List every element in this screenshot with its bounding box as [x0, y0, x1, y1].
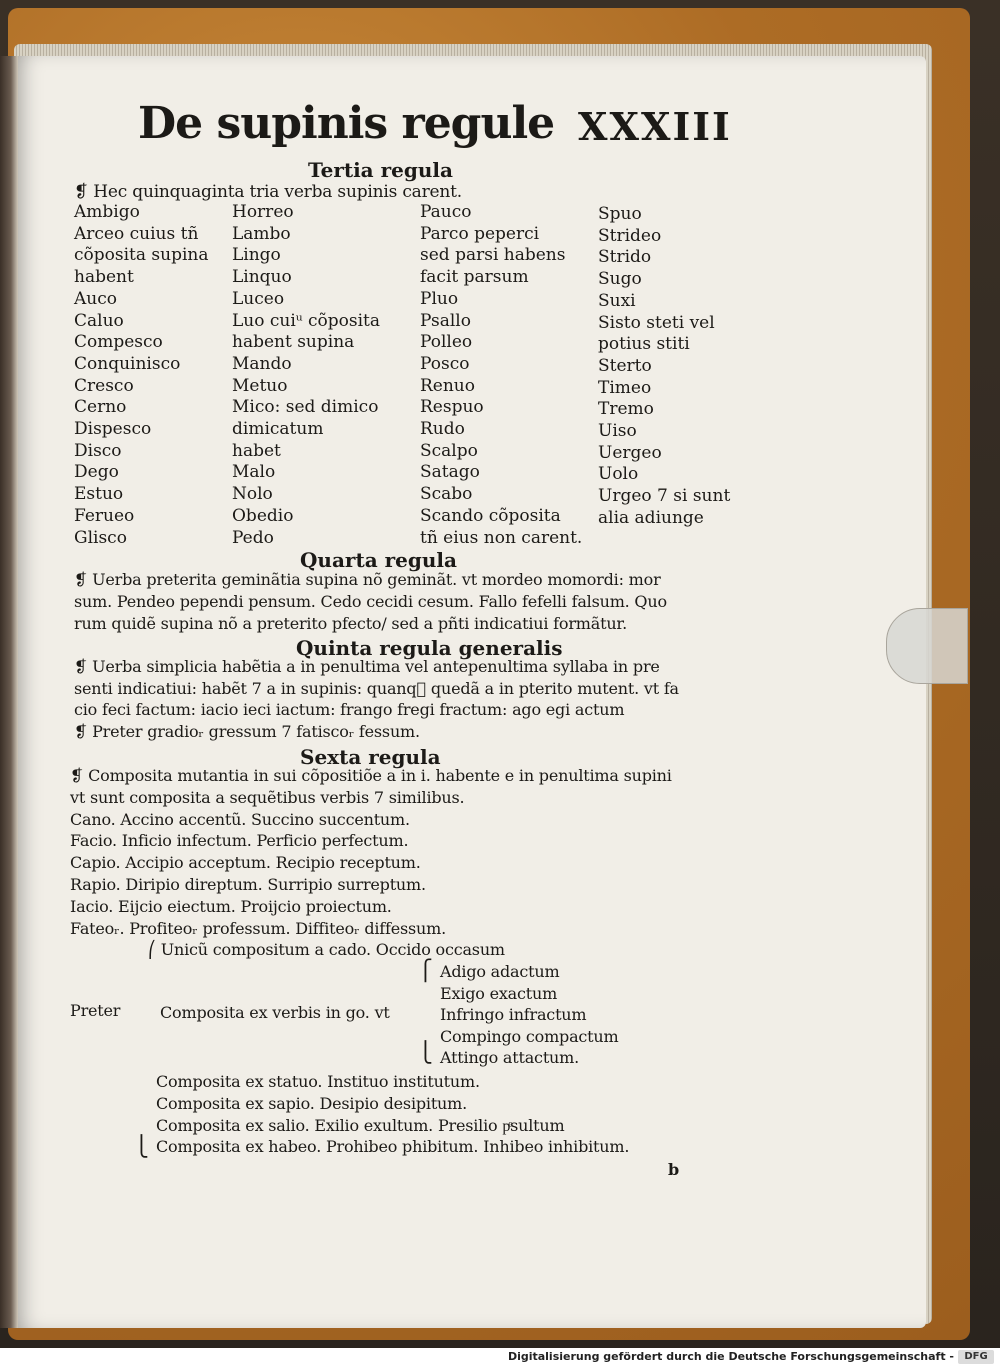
list-item	[598, 464, 638, 484]
quarta-line-text: rum quidẽ supina nõ a preterito pfecto/ sed a pñti indicatiui formãtur.	[74, 614, 628, 633]
go-item-text: Adigo adactum	[440, 962, 560, 981]
list-item-text: Disco	[74, 440, 122, 461]
list-item	[74, 376, 134, 396]
list-item	[420, 224, 539, 244]
tail-line	[156, 1072, 480, 1091]
list-item-text: Luo cuiᵘ cõposita	[232, 310, 380, 331]
list-item-text: alia adiunge	[598, 507, 704, 528]
quarta-line	[74, 614, 627, 633]
sexta-line-text: Composita mutantia in sui cõpositiõe a in i. habente e in penultima supini	[88, 766, 672, 785]
clip-tab	[886, 608, 968, 684]
list-item-text: Sugo	[598, 269, 642, 290]
paragraph-mark-icon: ❡	[74, 570, 93, 589]
list-item	[420, 289, 458, 309]
list-item	[598, 334, 690, 354]
list-item-text: Respuo	[420, 397, 484, 418]
sexta-line	[70, 831, 408, 850]
list-item	[74, 289, 117, 309]
quarta-title: Quarta regula	[300, 548, 457, 572]
list-item	[598, 291, 636, 311]
list-item-text: Uergeo	[598, 442, 662, 463]
list-item	[420, 397, 484, 417]
unicum-text: Unicũ compositum a cado. Occido occasum	[160, 940, 505, 959]
list-item	[420, 354, 469, 374]
list-item	[74, 311, 124, 331]
list-item	[232, 397, 378, 417]
list-item	[74, 506, 134, 526]
list-item-text: Strideo	[598, 225, 662, 246]
brace-top: ⎧	[418, 958, 433, 982]
paragraph-mark-icon: ❡	[74, 657, 93, 676]
list-item-text: Scalpo	[420, 440, 478, 461]
list-item	[232, 267, 292, 287]
paragraph-mark-icon: ❡	[74, 721, 93, 741]
list-item	[74, 267, 134, 287]
list-item	[420, 462, 480, 482]
list-item	[74, 441, 122, 461]
page-gutter	[0, 56, 18, 1328]
tail-line	[156, 1116, 564, 1136]
list-item	[598, 399, 654, 419]
list-item	[232, 332, 354, 352]
go-item	[440, 962, 559, 981]
list-item-text: Mando	[232, 353, 292, 374]
tertia-title: Tertia regula	[308, 158, 453, 182]
list-item-text: tñ eius non carent.	[420, 527, 583, 548]
list-item-text: Conquinisco	[74, 353, 181, 374]
list-item	[598, 226, 661, 246]
list-item-text: Dego	[74, 462, 119, 483]
list-item	[74, 528, 127, 548]
list-item	[74, 245, 208, 265]
list-item	[598, 313, 715, 333]
list-item	[232, 462, 275, 482]
sexta-line-text: Facio. Inficio infectum. Perficio perfectum.	[70, 831, 409, 851]
quarta-line-text: Uerba preterita geminãtia supina nõ geminãt. vt mordeo momordi: mor	[92, 570, 661, 589]
list-item	[232, 289, 284, 309]
sexta-line-text: Rapio. Diripio direptum. Surripio surreptum.	[70, 875, 426, 894]
list-item-text: Cresco	[74, 375, 134, 396]
list-item-text: Timeo	[598, 377, 652, 398]
footer-bar	[0, 1348, 1000, 1367]
list-item	[598, 508, 704, 528]
list-item-text: Auco	[74, 288, 117, 309]
folio-number: XXXIII	[578, 104, 732, 149]
list-item-text: Ambigo	[74, 202, 140, 222]
list-item	[598, 378, 651, 398]
list-item	[232, 202, 294, 222]
tail-line	[156, 1137, 629, 1156]
list-item-text: Metuo	[232, 375, 288, 396]
sexta-line	[70, 788, 464, 807]
go-item	[440, 1027, 619, 1046]
list-item-text: Luceo	[232, 288, 285, 309]
list-item-text: habent supina	[232, 332, 355, 353]
tertia-intro-text: Hec quinquaginta tria verba supinis carent.	[93, 182, 462, 202]
list-item-text: Pluo	[420, 288, 459, 309]
sexta-line	[70, 919, 446, 938]
quinta-line-text: Preter gradioᵣ gressum 7 fatiscoᵣ fessum.	[92, 721, 420, 741]
sexta-line	[70, 810, 410, 829]
list-item	[420, 267, 529, 287]
quinta-line	[74, 657, 660, 676]
sexta-line-text: vt sunt composita a sequẽtibus verbis 7 similibus.	[70, 787, 465, 807]
sexta-line	[70, 766, 672, 785]
list-item-text: Malo	[232, 462, 276, 483]
sexta-line	[70, 853, 421, 872]
list-item	[74, 462, 119, 482]
ex-go-line: Composita ex verbis in go. vt	[160, 1003, 390, 1022]
list-item	[232, 354, 292, 374]
list-item	[232, 441, 281, 461]
go-item-text: Infringo infractum	[440, 1005, 587, 1024]
unicum-line: ⎛ Unicũ compositum a cado. Occido occasum	[148, 940, 505, 959]
quinta-line-text: cio feci factum: iacio ieci iactum: frango fregi fractum: ago egi actum	[74, 700, 625, 719]
list-item-text: Lambo	[232, 223, 291, 244]
list-item-text: Sterto	[598, 355, 652, 376]
list-item	[232, 506, 293, 526]
sexta-line-text: Cano. Accino accentũ. Succino succentum.	[70, 809, 410, 829]
list-item-text: Sisto steti vel	[598, 312, 715, 333]
quinta-line	[74, 679, 679, 698]
list-item	[74, 354, 180, 374]
tail-line	[156, 1094, 467, 1113]
list-item	[420, 245, 565, 265]
list-item	[598, 486, 730, 506]
brace-tail: ⎩	[134, 1134, 149, 1158]
list-item-text: Horreo	[232, 202, 294, 222]
list-item-text: Obedio	[232, 505, 294, 526]
list-item-text: Nolo	[232, 484, 273, 505]
list-item	[74, 202, 140, 222]
go-item	[440, 1005, 586, 1024]
list-item	[598, 269, 642, 289]
go-item	[440, 984, 557, 1003]
footer-text: Digitalisierung gefördert durch die Deutsche Forschungsgemeinschaft -	[507, 1350, 954, 1363]
list-item-text: Strido	[598, 247, 652, 268]
list-item-text: Parco peperci	[420, 223, 540, 244]
list-item-text: Polleo	[420, 332, 473, 353]
list-item	[420, 441, 478, 461]
list-item-text: Dispesco	[74, 419, 152, 439]
sexta-line-text: Capio. Accipio acceptum. Recipio receptum.	[70, 853, 421, 873]
list-item	[420, 376, 475, 396]
list-item-text: habet	[232, 440, 281, 461]
list-item	[598, 204, 642, 224]
list-item-text: Suxi	[598, 290, 636, 311]
quinta-line-text: Uerba simplicia habẽtia a in penultima vel antepenultima syllaba in pre	[92, 657, 660, 676]
running-title: De supinis regule	[138, 98, 555, 149]
list-item-text: dimicatum	[232, 419, 324, 439]
sexta-line	[70, 897, 392, 916]
preter-label: Preter	[70, 1001, 121, 1020]
list-item-text: Posco	[420, 353, 470, 374]
list-item-text: Mico: sed dimico	[232, 397, 379, 418]
list-item-text: Ferueo	[74, 505, 135, 526]
list-item	[598, 421, 637, 441]
tail-line-text: Composita ex sapio. Desipio desipitum.	[156, 1093, 468, 1113]
list-item	[420, 332, 472, 352]
list-item-text: cõposita supina	[74, 245, 209, 266]
list-item-text: Uolo	[598, 464, 639, 485]
signature-mark: b	[668, 1160, 679, 1179]
list-item-text: Scabo	[420, 484, 473, 505]
list-item	[232, 528, 274, 548]
paragraph-mark-icon: ❡	[70, 766, 89, 785]
quinta-title: Quinta regula generalis	[296, 636, 563, 660]
list-item	[74, 419, 151, 439]
list-item	[232, 311, 380, 331]
list-item-text: Psallo	[420, 310, 471, 331]
list-item-text: Compesco	[74, 332, 163, 353]
list-item-text: Rudo	[420, 419, 465, 439]
list-item-text: Lingo	[232, 245, 281, 266]
tail-line-text: Composita ex habeo. Prohibeo phibitum. Inhibeo inhibitum.	[156, 1137, 630, 1157]
list-item	[232, 419, 323, 439]
list-item	[74, 484, 123, 504]
tertia-intro: ❡ Hec quinquaginta tria verba supinis carent.	[74, 182, 462, 202]
list-item-text: Spuo	[598, 204, 642, 224]
list-item-text: Satago	[420, 462, 480, 483]
sexta-line-text: Fateoᵣ. Profiteoᵣ professum. Diffiteoᵣ diffessum.	[70, 918, 446, 938]
quinta-line	[74, 700, 624, 719]
list-item	[598, 356, 652, 376]
list-item-text: Uiso	[598, 421, 637, 441]
list-item	[420, 311, 471, 331]
sexta-line	[70, 875, 426, 894]
list-item	[232, 245, 281, 265]
list-item	[232, 376, 287, 396]
list-item-text: potius stiti	[598, 334, 690, 355]
go-item-text: Attingo attactum.	[440, 1048, 580, 1067]
quarta-line-text: sum. Pendeo pependi pensum. Cedo cecidi cesum. Fallo fefelli falsum. Quo	[74, 592, 667, 611]
list-item	[420, 419, 465, 439]
list-item	[74, 224, 198, 244]
list-item	[420, 484, 472, 504]
list-item-text: Glisco	[74, 527, 127, 548]
list-item	[232, 484, 273, 504]
list-item-text: Arceo cuius tñ	[74, 223, 199, 244]
sexta-line-text: Iacio. Eijcio eiectum. Proijcio proiectum.	[70, 896, 392, 916]
list-item-text: Scando cõposita	[420, 505, 561, 526]
list-item-text: Urgeo 7 si sunt	[598, 486, 731, 507]
list-item	[232, 224, 291, 244]
quinta-line-text: senti indicatiui: habẽt 7 a in supinis: quanq᷑ quedã a in pterito mutent. vt fa	[74, 678, 679, 698]
brace-bottom: ⎩	[418, 1040, 433, 1064]
list-item	[74, 397, 126, 417]
go-item-text: Compingo compactum	[440, 1026, 619, 1046]
list-item-text: sed parsi habens	[420, 245, 566, 266]
list-item	[420, 202, 472, 222]
list-item-text: Pedo	[232, 527, 274, 548]
list-item-text: habent	[74, 267, 134, 288]
tail-line-text: Composita ex salio. Exilio exultum. Presilio pͤsultum	[156, 1115, 565, 1135]
list-item-text: facit parsum	[420, 267, 529, 288]
list-item	[420, 506, 561, 526]
dfg-logo: DFG	[958, 1350, 994, 1364]
sexta-title: Sexta regula	[300, 745, 441, 769]
list-item-text: Cerno	[74, 397, 127, 418]
go-item-text: Exigo exactum	[440, 983, 558, 1003]
list-item	[598, 247, 651, 267]
list-item-text: Renuo	[420, 375, 475, 396]
list-item-text: Linquo	[232, 267, 292, 288]
list-item-text: Estuo	[74, 484, 124, 505]
quinta-line	[74, 722, 420, 741]
list-item	[74, 332, 163, 352]
quarta-line	[74, 592, 667, 611]
list-item	[420, 528, 582, 548]
list-item	[598, 443, 662, 463]
tail-line-text: Composita ex statuo. Instituo institutum.	[156, 1072, 480, 1091]
list-item-text: Pauco	[420, 202, 472, 222]
go-item	[440, 1048, 579, 1067]
list-item-text: Tremo	[598, 399, 654, 420]
list-item-text: Caluo	[74, 310, 124, 331]
quarta-line	[74, 570, 661, 589]
